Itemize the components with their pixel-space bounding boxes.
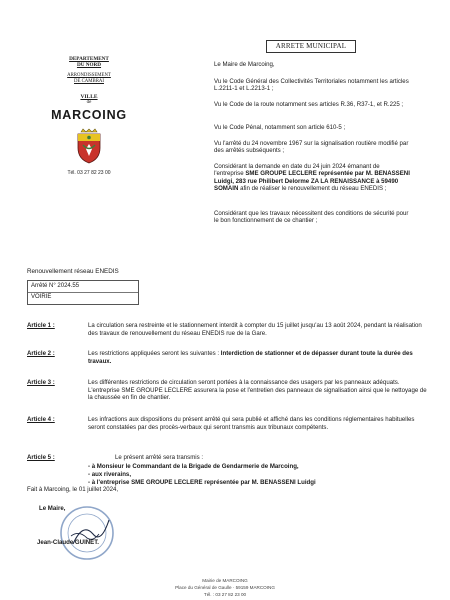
recipient-gendarmerie: - à Monsieur le Commandant de la Brigade de Gendarmerie de Marcoing, xyxy=(88,463,299,470)
signature-name: Jean-Claude GUINET. xyxy=(37,539,99,546)
recipient-riverains: - aux riverains, xyxy=(88,471,132,478)
article-3 xyxy=(27,379,427,407)
article-1 xyxy=(27,322,427,342)
article-1-text xyxy=(88,322,431,337)
article-4-text xyxy=(88,416,431,431)
article-5-body: Le présent arrêté sera transmis : xyxy=(115,454,204,461)
arrete-number: Arrêté N° 2024.55 xyxy=(31,283,80,289)
demande-company: SME GROUPE LECLERE représentée par M. BENASSENI Luidgi, 283 rue Philibert Delorme ZA LA RENAISSANCE à 59490 SOMAIN xyxy=(214,170,410,193)
mairie-phone: Tél. 03 27 82 23 00 xyxy=(67,170,111,176)
article-2-body: Les restrictions appliquées seront les suivantes : xyxy=(88,350,221,357)
article-4-body: Les infractions aux dispositions du présent arrêté qui sera publié et affiché dans les conditions réglementaires habituelles seront constatées par des procès-verbaux qui seront transmis aux tribunaux compétents. xyxy=(88,416,415,431)
demande-text: Considérant la demande en date du 24 juin 2024 émanant de l'entreprise xyxy=(214,163,380,178)
department-line-1: DEPARTEMENT xyxy=(69,56,109,62)
demande-purpose: afin de réaliser le renouvellement du réseau ENEDIS ; xyxy=(238,185,387,193)
preamble-code-route: Vu le Code de la route notamment ses articles R.36, R37-1, et R.225 ; xyxy=(214,101,404,108)
article-2 xyxy=(27,350,427,370)
preamble-securite: Considérant que les travaux nécessitent des conditions de sécurité pour le bon fonctionnement de ce chantier ; xyxy=(214,210,409,225)
de-label: de xyxy=(86,100,92,105)
article-5-text xyxy=(115,454,450,462)
department-line-2: DU NORD xyxy=(76,62,102,68)
article-5-label: Article 5 : xyxy=(27,454,55,461)
department-label xyxy=(44,56,134,68)
article-3-body: Les différentes restrictions de circulation seront portées à la connaissance des usagers par les panneaux adéquats. L'entreprise SME GROUPE LECLERE assurera la pose et l'entretien des panneaux de signalisation ainsi que le nettoyage de la chaussée en fin de chantier. xyxy=(88,379,427,401)
preamble-cgct: Vu le Code Général des Collectivités Territoriales notamment les articles L.2211-1 et L.2213-1 ; xyxy=(214,78,409,93)
article-1-body: La circulation sera restreinte et le stationnement interdit à compter du 15 juillet jusqu'au 13 août 2024, pendant la réalisation des travaux de renouvellement du réseau ENEDIS rue de la Gare. xyxy=(88,322,422,337)
article-2-text xyxy=(88,350,431,365)
article-3-text xyxy=(88,379,431,402)
signature-place-date: Fait à Marcoing, le 01 juillet 2024, xyxy=(27,486,119,493)
footer-line-3: Tél. : 03 27 82 23 00 xyxy=(203,592,247,597)
preamble-arrete-1967: Vu l'arrêté du 24 novembre 1967 sur la signalisation routière modifié par des arrêtés subséquents ; xyxy=(214,140,409,155)
arrete-category: VOIRIE xyxy=(31,294,52,300)
city-name: MARCOING xyxy=(51,108,127,122)
article-4-label: Article 4 : xyxy=(27,416,55,423)
preamble-demande xyxy=(214,163,410,193)
mairie-stamp-icon xyxy=(53,504,121,562)
arrete-title-box: ARRETE MUNICIPAL xyxy=(266,40,356,53)
article-2-label: Article 2 : xyxy=(27,350,55,357)
coat-of-arms-icon xyxy=(74,128,104,164)
article-3-label: Article 3 : xyxy=(27,379,55,386)
municipal-sidebar xyxy=(44,56,134,176)
article-4 xyxy=(27,416,427,444)
reference-divider xyxy=(28,292,138,293)
ville-label: VILLE xyxy=(80,94,98,100)
footer-line-2: Place du Général de Gaulle · 59159 MARCOING xyxy=(175,585,275,590)
preamble-code-penal: Vu le Code Pénal, notamment son article 610-5 ; xyxy=(214,124,346,131)
arrondissement-label xyxy=(44,73,134,85)
recipient-entreprise: - à l'entreprise SME GROUPE LECLERE représentée par M. BENASSENI Luidgi xyxy=(88,479,316,486)
footer-line-1: Mairie de MARCOING xyxy=(202,578,248,583)
subject-line: Renouvellement réseau ENEDIS xyxy=(27,268,119,275)
article-1-label: Article 1 : xyxy=(27,322,55,329)
preamble-maire: Le Maire de Marcoing, xyxy=(214,61,275,68)
arrondissement-line-1: ARRONDISSEMENT xyxy=(67,73,111,78)
signature-title: Le Maire, xyxy=(39,505,66,512)
article-2-restriction: Interdiction de stationner et de dépasser durant toute la durée des travaux. xyxy=(88,350,413,365)
arrondissement-line-2: DE CAMBRAI xyxy=(74,79,104,84)
